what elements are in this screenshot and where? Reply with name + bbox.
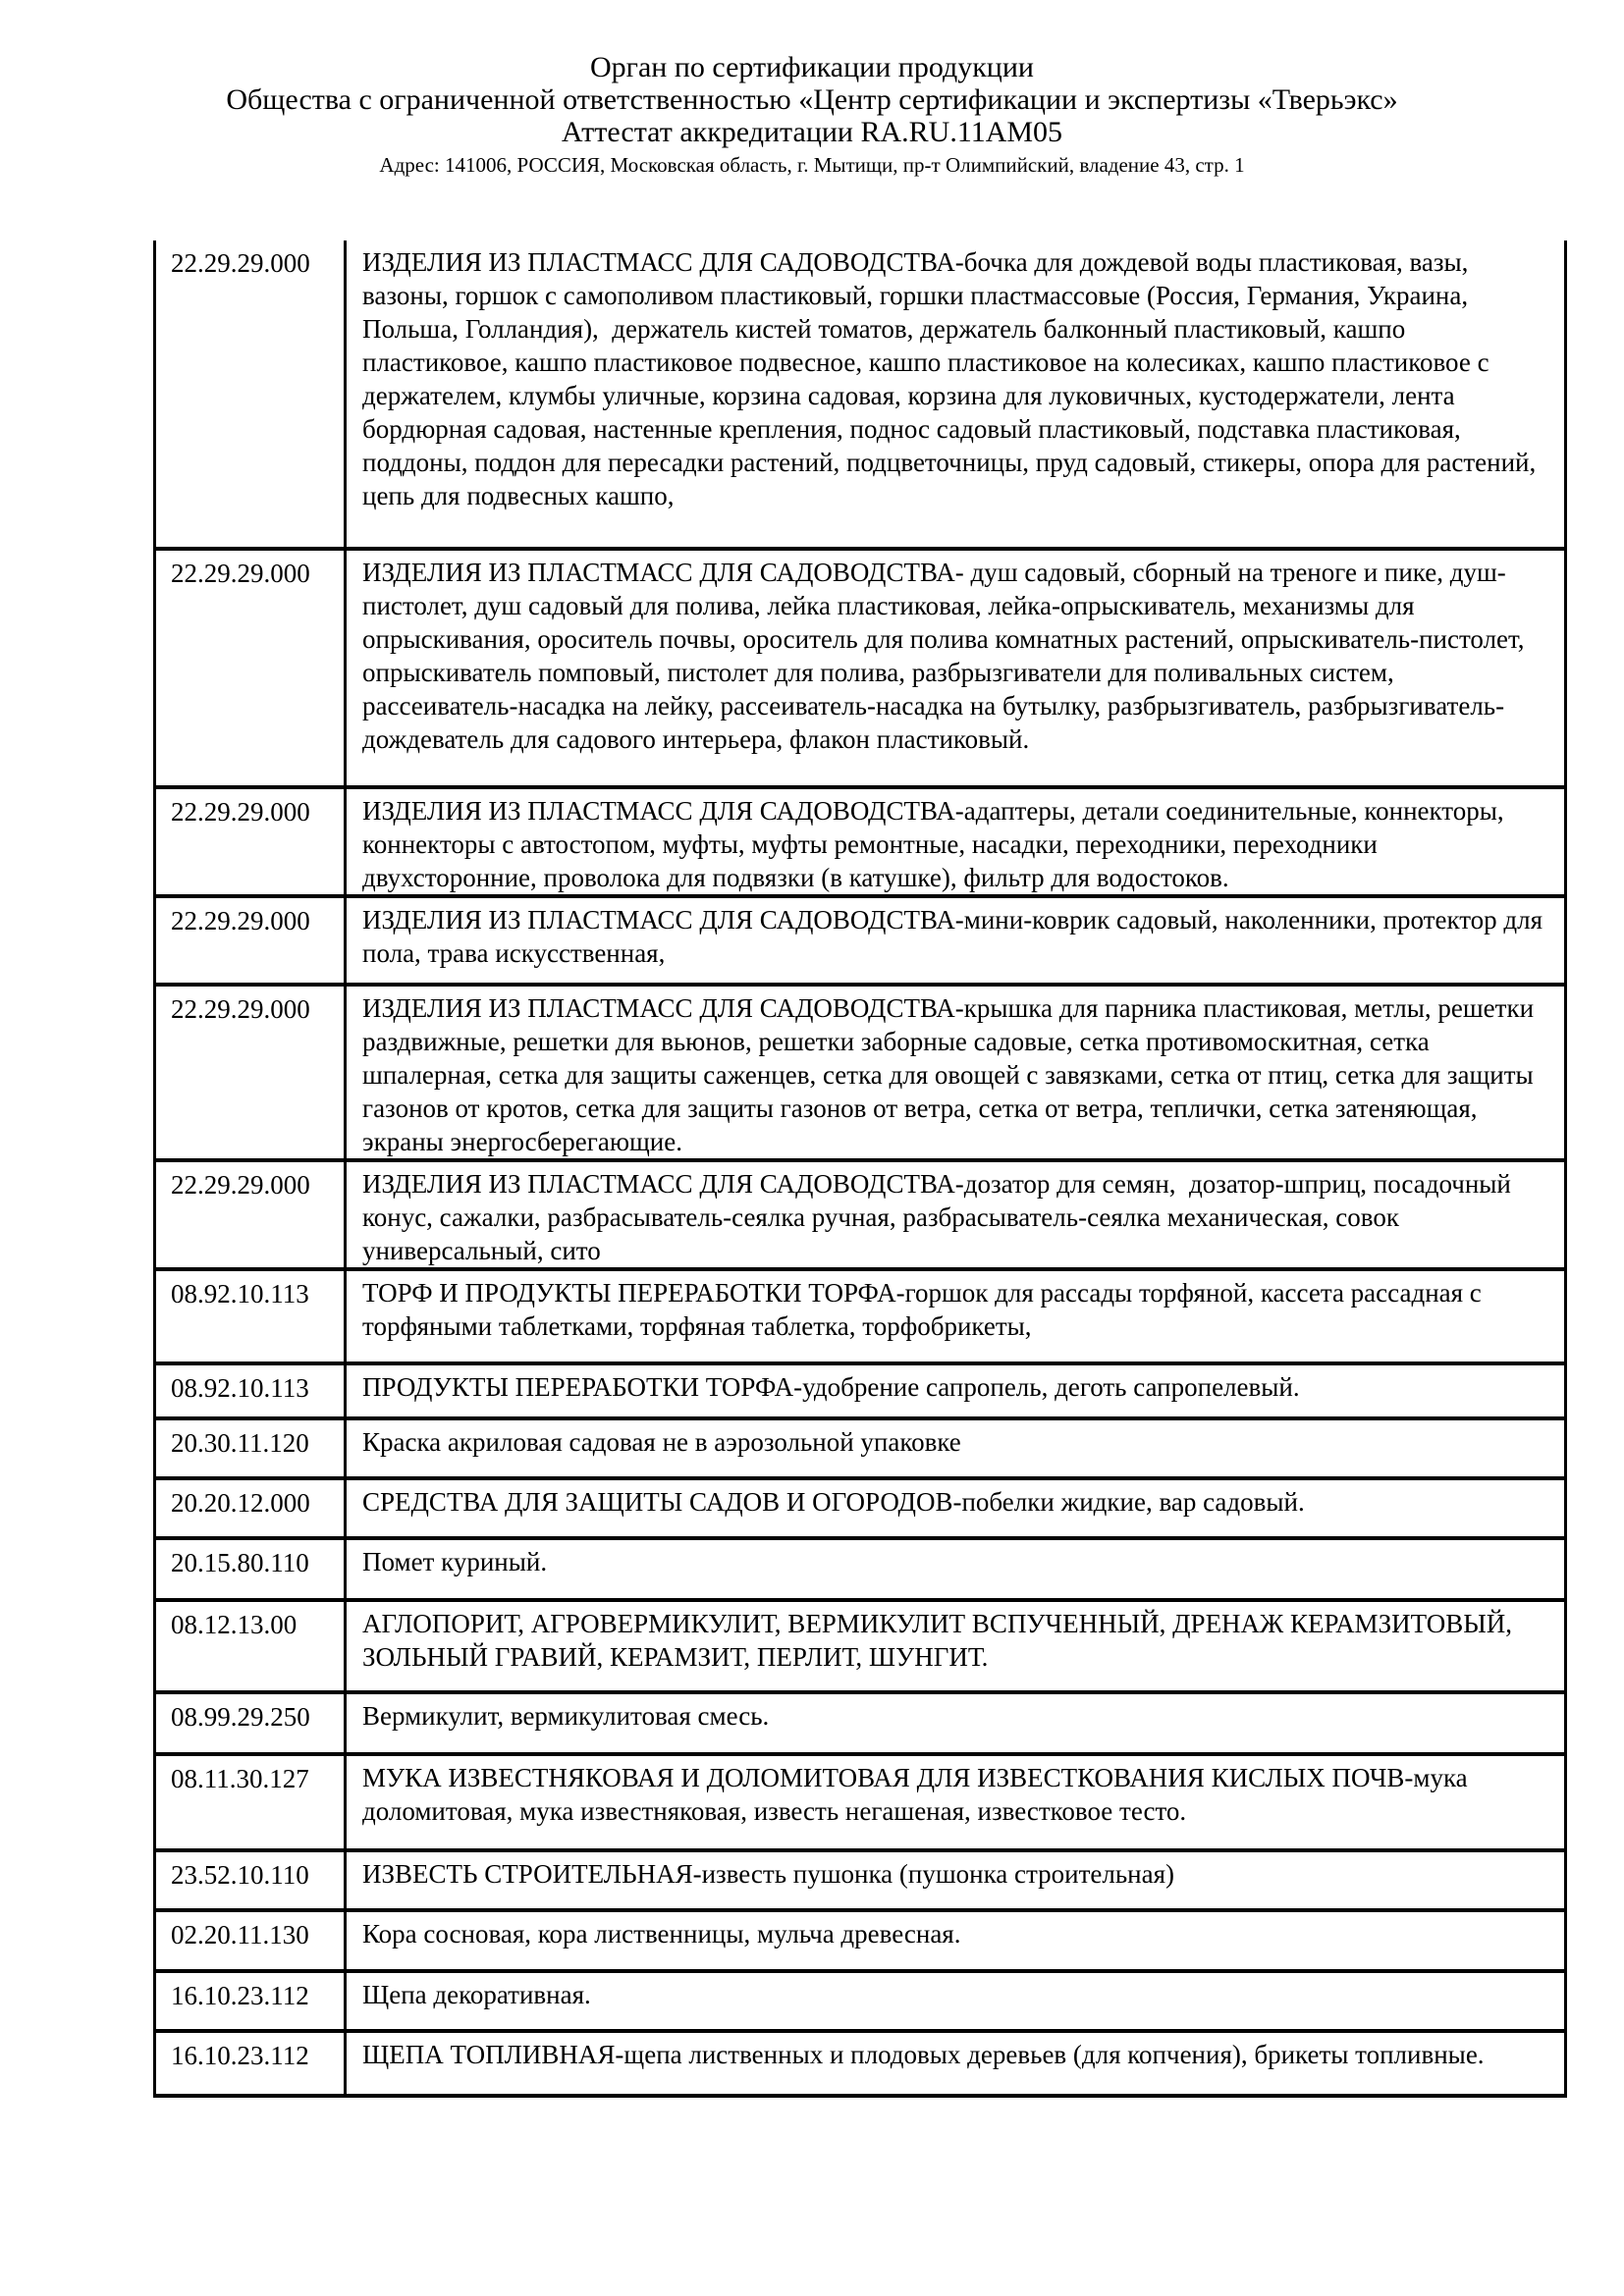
table-row <box>156 1912 1564 1973</box>
row-description: ИЗДЕЛИЯ ИЗ ПЛАСТМАСС ДЛЯ САДОВОДСТВА-адаптеры, детали соединительные, коннекторы, коннекторы с автостопом, муфты, муфты ремонтные, насадки, переходники, переходники двухсторонние, проволока для подвязки (в катушке), фильтр для водостоков. <box>362 796 1511 892</box>
table-row <box>156 898 1564 987</box>
row-code: 20.20.12.000 <box>156 1480 347 1536</box>
accreditation-number: Аттестат аккредитации RA.RU.11АМ05 <box>561 116 1063 148</box>
row-description: ТОРФ И ПРОДУКТЫ ПЕРЕРАБОТКИ ТОРФА-горшок для рассады торфяной, кассета рассадная с торфяными таблетками, торфяная таблетка, торфобрикеты, <box>362 1278 1489 1341</box>
row-code: 22.29.29.000 <box>156 789 347 894</box>
row-description: МУКА ИЗВЕСТНЯКОВАЯ И ДОЛОМИТОВАЯ ДЛЯ ИЗВЕСТКОВАНИЯ КИСЛЫХ ПОЧВ-мука доломитовая, мука известняковая, известь негашеная, известковое тесто. <box>362 1763 1475 1826</box>
row-description: ИЗДЕЛИЯ ИЗ ПЛАСТМАСС ДЛЯ САДОВОДСТВА-мини-коврик садовый, наколенники, протектор для пола, трава искусственная, <box>362 905 1549 968</box>
row-description: Щепа декоративная. <box>362 1980 591 2009</box>
row-code: 22.29.29.000 <box>156 987 347 1158</box>
row-code: 22.29.29.000 <box>156 1162 347 1267</box>
row-description: ИЗДЕЛИЯ ИЗ ПЛАСТМАСС ДЛЯ САДОВОДСТВА-крышка для парника пластиковая, метлы, решетки раздвижные, решетки для вьюнов, решетки заборные садовые, сетка противомоскитная, сетка шпалерная, сетка для защиты саженцев, сетка для овощей с завязками, сетка от птиц, сетка для защиты газонов от кротов, сетка для защиты газонов от ветра, сетка от ветра, теплички, сетка затеняющая, экраны энергосберегающие. <box>362 993 1541 1156</box>
table-row <box>156 1694 1564 1756</box>
table-row <box>156 1973 1564 2033</box>
product-code-table <box>153 240 1567 2098</box>
document-header <box>0 51 1624 180</box>
row-code: 22.29.29.000 <box>156 898 347 983</box>
table-row <box>156 789 1564 898</box>
certification-body-title: Орган по сертификации продукции <box>590 51 1034 83</box>
table-row <box>156 1756 1564 1852</box>
row-code: 20.15.80.110 <box>156 1540 347 1598</box>
table-row <box>156 1162 1564 1271</box>
row-code: 02.20.11.130 <box>156 1912 347 1969</box>
row-description: ИЗДЕЛИЯ ИЗ ПЛАСТМАСС ДЛЯ САДОВОДСТВА-бочка для дождевой воды пластиковая, вазы, вазоны, горшок с самополивом пластиковый, горшки пластмассовые (Россия, Германия, Украина, Польша, Голландия), держатель кистей томатов, держатель балконный пластиковый, кашпо пластиковое, кашпо пластиковое подвесное, кашпо пластиковое на колесиках, кашпо пластиковое с держателем, клумбы уличные, корзина садовая, корзина для луковичных, кустодержатели, лента бордюрная садовая, настенные крепления, поднос садовый пластиковый, подставка пластиковая, поддоны, поддон для пересадки растений, подцветочницы, пруд садовый, стикеры, опора для растений, цепь для подвесных кашпо, <box>362 247 1543 510</box>
table-row <box>156 240 1564 551</box>
row-code: 22.29.29.000 <box>156 240 347 547</box>
row-code: 08.92.10.113 <box>156 1271 347 1362</box>
table-row <box>156 1420 1564 1480</box>
organization-address: Адрес: 141006, РОССИЯ, Московская область, г. Мытищи, пр-т Олимпийский, владение 43, стр. 1 <box>379 153 1245 177</box>
table-row <box>156 2033 1564 2098</box>
row-code: 20.30.11.120 <box>156 1420 347 1476</box>
row-code: 16.10.23.112 <box>156 1973 347 2029</box>
row-code: 08.11.30.127 <box>156 1756 347 1848</box>
table-row <box>156 1271 1564 1365</box>
row-description: ИЗДЕЛИЯ ИЗ ПЛАСТМАСС ДЛЯ САДОВОДСТВА-дозатор для семян, дозатор-шприц, посадочный конус, сажалки, разбрасыватель-сеялка ручная, разбрасыватель-сеялка механическая, совок универсальный, сито <box>362 1169 1518 1265</box>
table-row <box>156 1602 1564 1694</box>
row-description: Вермикулит, вермикулитовая смесь. <box>362 1701 770 1731</box>
row-code: 08.12.13.00 <box>156 1602 347 1690</box>
row-code: 23.52.10.110 <box>156 1852 347 1908</box>
row-description: ЩЕПА ТОПЛИВНАЯ-щепа лиственных и плодовых деревьев (для копчения), брикеты топливные. <box>362 2040 1485 2069</box>
row-description: Помет куриный. <box>362 1547 548 1576</box>
organization-name: Общества с ограниченной ответственностью «Центр сертификации и экспертизы «Тверьэкс» <box>226 83 1398 116</box>
row-description: Краска акриловая садовая не в аэрозольной упаковке <box>362 1427 961 1457</box>
table-row <box>156 1480 1564 1540</box>
row-description: АГЛОПОРИТ, АГРОВЕРМИКУЛИТ, ВЕРМИКУЛИТ ВСПУЧЕННЫЙ, ДРЕНАЖ КЕРАМЗИТОВЫЙ, ЗОЛЬНЫЙ ГРАВИЙ, КЕРАМЗИТ, ПЕРЛИТ, ШУНГИТ. <box>362 1609 1519 1672</box>
table-row <box>156 1852 1564 1912</box>
row-description: Кора сосновая, кора лиственницы, мульча древесная. <box>362 1919 961 1949</box>
row-code: 22.29.29.000 <box>156 551 347 785</box>
row-description: ИЗДЕЛИЯ ИЗ ПЛАСТМАСС ДЛЯ САДОВОДСТВА- душ садовый, сборный на треноге и пике, душ-пистолет, душ садовый для полива, лейка пластиковая, лейка-опрыскиватель, механизмы для опрыскивания, ороситель почвы, ороситель для полива комнатных растений, опрыскиватель-пистолет, опрыскиватель помповый, пистолет для полива, разбрызгиватели для поливальных систем, рассеиватель-насадка на лейку, рассеиватель-насадка на бутылку, разбрызгиватель, разбрызгиватель-дождеватель для садового интерьера, флакон пластиковый. <box>362 558 1532 754</box>
row-description: ПРОДУКТЫ ПЕРЕРАБОТКИ ТОРФА-удобрение сапропель, деготь сапропелевый. <box>362 1372 1300 1402</box>
table-row <box>156 1540 1564 1602</box>
row-description: ИЗВЕСТЬ СТРОИТЕЛЬНАЯ-известь пушонка (пушонка строительная) <box>362 1859 1175 1889</box>
row-code: 16.10.23.112 <box>156 2033 347 2094</box>
row-code: 08.99.29.250 <box>156 1694 347 1752</box>
table-row <box>156 1365 1564 1420</box>
table-row <box>156 551 1564 789</box>
row-description: СРЕДСТВА ДЛЯ ЗАЩИТЫ САДОВ И ОГОРОДОВ-побелки жидкие, вар садовый. <box>362 1487 1305 1517</box>
table-row <box>156 987 1564 1162</box>
row-code: 08.92.10.113 <box>156 1365 347 1416</box>
